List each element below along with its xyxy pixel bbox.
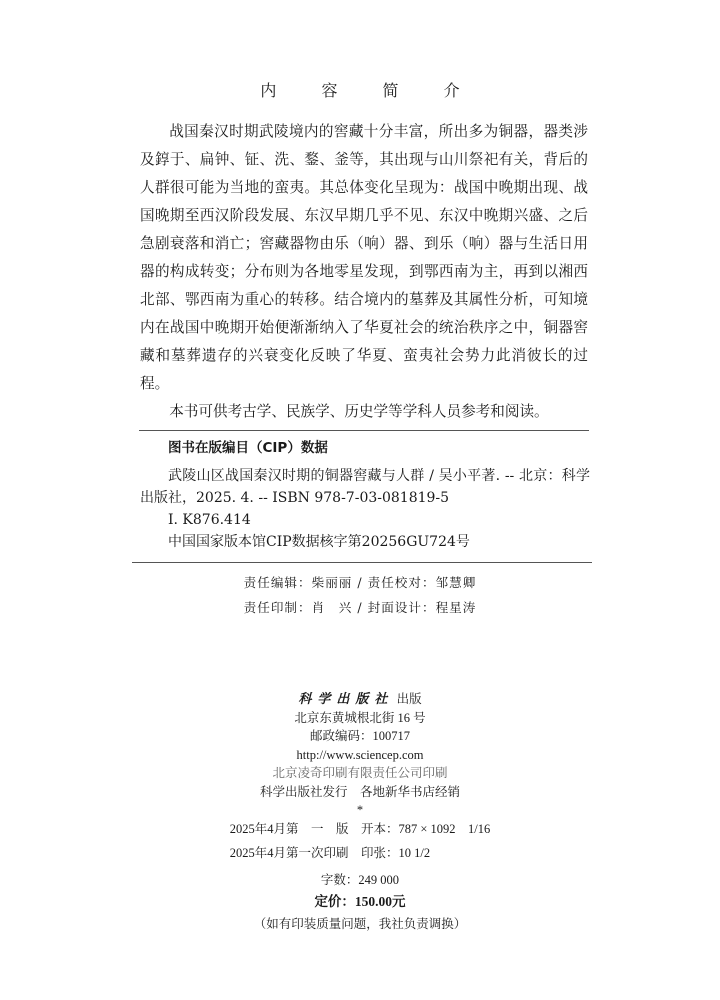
publisher-line	[0, 690, 720, 709]
publisher-suffix: 出版	[393, 692, 422, 706]
printer: 北京凌奇印刷有限责任公司印刷	[272, 766, 448, 780]
cip-entry: 武陵山区战国秦汉时期的铜器窖藏与人群 / 吴小平著. -- 北京：科学出版社，2025. 4. -- ISBN 978-7-03-081819-5	[140, 468, 590, 506]
printing-info: 2025年4月第一次印刷 印张：10 1/2	[229, 846, 431, 860]
divider-top	[139, 430, 589, 431]
credits-block	[0, 570, 720, 620]
abstract-title: 内 容 简 介	[260, 81, 480, 100]
cip-classification: Ⅰ. K876.414	[168, 512, 251, 528]
edition-rows	[230, 817, 491, 865]
credits-editors: 责任编辑：柴丽丽 / 责任校对：邹慧卿	[243, 575, 477, 590]
abstract-body	[140, 118, 588, 426]
credits-production: 责任印制：肖 兴 / 封面设计：程星涛	[243, 600, 477, 615]
edition-info: 2025年4月第 一 版 开本：787 × 1092 1/16	[229, 822, 491, 836]
publisher-name: 科学出版社	[298, 691, 394, 706]
cip-block	[140, 437, 590, 553]
abstract-paragraph: 战国秦汉时期武陵境内的窖藏十分丰富，所出多为铜器，器类涉及錞于、扁钟、钲、洗、鍪、釜等，其出现与山川祭祀有关，背后的人群很可能为当地的蛮夷。其总体变化呈现为：战国中晚期出现、战国晚期至西汉阶段发展、东汉早期几乎不见、东汉中晚期兴盛、之后急剧衰落和消亡；窖藏器物由乐（响）器、到乐（响）器与生活日用器的构成转变；分布则为各地零星发现，到鄂西南为主，再到以湘西北部、鄂西南为重心的转移。结合境内的墓葬及其属性分析，可知境内在战国中晚期开始便渐渐纳入了华夏社会的统治秩序之中，铜器窖藏和墓葬遗存的兴衰变化反映了华夏、蛮夷社会势力此消彼长的过程。	[140, 123, 588, 392]
quality-note: （如有印装质量问题，我社负责调换）	[253, 917, 467, 931]
cip-heading: 图书在版编目（CIP）数据	[168, 440, 328, 456]
publisher-address: 北京东黄城根北街 16 号	[294, 710, 426, 725]
divider-bottom	[132, 562, 592, 563]
separator-star: *	[356, 803, 364, 817]
word-count: 字数：249 000	[320, 873, 400, 887]
cip-number: 中国国家版本馆CIP数据核字第20256GU724号	[168, 534, 470, 550]
publisher-postcode: 邮政编码：100717	[309, 729, 410, 743]
distribution: 科学出版社发行 各地新华书店经销	[259, 784, 460, 799]
price: 定价：150.00元	[314, 894, 406, 909]
publisher-url: http://www.sciencep.com	[296, 747, 424, 762]
abstract-paragraph: 本书可供考古学、民族学、历史学等学科人员参考和阅读。	[169, 403, 549, 420]
colophon-block	[0, 690, 720, 935]
